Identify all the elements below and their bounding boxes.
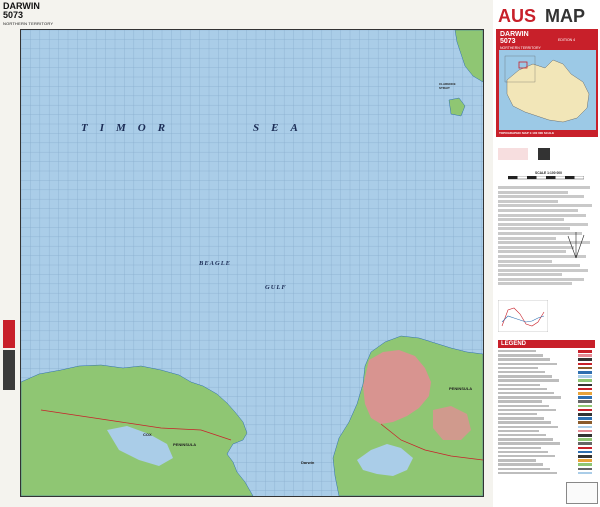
cover-number: 5073 (500, 38, 516, 45)
legend-symbol (578, 413, 592, 416)
legend-symbol (578, 459, 592, 462)
info-line (498, 237, 556, 240)
legend-symbol (578, 447, 592, 450)
legend-text (498, 409, 556, 411)
legend-text (498, 388, 547, 390)
legend-text (498, 426, 558, 428)
northeast-islet (449, 98, 465, 116)
legend-symbol (578, 442, 592, 445)
legend-text (498, 430, 539, 432)
location-map (499, 50, 596, 130)
legend-symbol (578, 388, 592, 391)
legend-text (498, 396, 561, 398)
info-line (498, 282, 572, 285)
legend-text (498, 392, 554, 394)
info-line (498, 214, 586, 217)
legend-text (498, 400, 542, 402)
sheet-title: DARWIN (3, 1, 40, 11)
info-line (498, 204, 592, 207)
location-map-graphic (499, 50, 596, 130)
info-line (498, 264, 580, 267)
legend-symbol (578, 375, 592, 378)
legend-text (498, 350, 536, 352)
melville-island-land (455, 30, 483, 82)
legend-text (498, 442, 560, 444)
legend-text (498, 358, 550, 360)
legend-text (498, 384, 540, 386)
legend-symbol (578, 455, 592, 458)
legend-symbol (578, 358, 592, 361)
legend-symbol (578, 405, 592, 408)
legend-text (498, 434, 546, 436)
legend-text (498, 379, 559, 381)
legend-symbol (578, 430, 592, 433)
cover-edition: EDITION 4 (558, 38, 576, 42)
legend-text (498, 413, 537, 415)
ausmap-vertical-logo (2, 320, 16, 390)
info-line (498, 278, 584, 281)
legend-symbol (578, 409, 592, 412)
timor-label: TIMOR (81, 122, 178, 134)
legend-text (498, 354, 543, 356)
legend-text (498, 375, 552, 377)
legend-text (498, 371, 545, 373)
legend-symbol (578, 350, 592, 353)
legend-title: LEGEND (501, 341, 527, 347)
legend-symbol (578, 354, 592, 357)
legend-symbol (578, 396, 592, 399)
info-line (498, 195, 584, 198)
legend-text (498, 463, 543, 465)
legend-text (498, 455, 555, 457)
legend-symbol (578, 438, 592, 441)
info-line (498, 269, 588, 272)
legend-text (498, 451, 548, 453)
climate-chart (498, 300, 548, 332)
legend-symbol (578, 472, 592, 475)
cover-title: DARWIN (500, 31, 529, 38)
info-line (498, 218, 564, 221)
publisher-logo (498, 147, 558, 161)
cox-label: COX (143, 432, 152, 437)
legend-text (498, 468, 550, 470)
legend-text (498, 367, 538, 369)
info-line (498, 273, 562, 276)
legend-symbol (578, 417, 592, 420)
brand-aus: AUS (498, 6, 537, 26)
info-line (498, 250, 566, 253)
legend-symbol (578, 384, 592, 387)
legend-symbol (578, 363, 592, 366)
info-line (498, 186, 590, 189)
darwin-label: Darwin (301, 460, 315, 465)
cover-footer: TOPOGRAPHIC MAP 1:100 000 SCALE (499, 131, 555, 135)
legend-symbol (578, 392, 592, 395)
legend-text (498, 459, 536, 461)
legend-text (498, 421, 551, 423)
legend-symbol (578, 400, 592, 403)
info-line (498, 200, 558, 203)
legend-symbol (578, 434, 592, 437)
australia-outline (507, 60, 589, 122)
legend-text (498, 438, 553, 440)
sheet-state: NORTHERN TERRITORY (3, 21, 54, 26)
map-canvas (21, 30, 483, 496)
legend-text (498, 363, 557, 365)
legend-text (498, 417, 544, 419)
sea-label: SEA (253, 122, 310, 134)
beagle-label: BEAGLE (199, 260, 232, 267)
legend-symbol (578, 371, 592, 374)
legend-text (498, 447, 541, 449)
clarence-strait-label: CLARENCE STRAIT (439, 82, 456, 90)
legend-symbol (578, 379, 592, 382)
east-peninsula-label: PENINSULA (449, 386, 473, 391)
cox-peninsula-label: PENINSULA (173, 442, 197, 447)
legend-list (498, 350, 595, 478)
legend-text (498, 472, 557, 474)
gulf-label: GULF (265, 284, 287, 291)
info-line (498, 209, 578, 212)
legend-symbol (578, 421, 592, 424)
legend-text (498, 405, 549, 407)
info-line (498, 223, 588, 226)
legend-symbol (578, 468, 592, 471)
legend-symbol (578, 367, 592, 370)
cover-state: NORTHERN TERRITORY (500, 46, 541, 50)
ausmap-logo (493, 4, 600, 26)
scale-label: SCALE 1:100 000 (535, 171, 562, 175)
sheet-number: 5073 (3, 10, 24, 20)
info-line (498, 191, 568, 194)
info-line (498, 260, 552, 263)
legend-symbol (578, 463, 592, 466)
legend-row (498, 472, 595, 476)
legend-symbol (578, 451, 592, 454)
topographic-map[interactable] (20, 29, 484, 497)
legend-symbol (578, 426, 592, 429)
north-diagram (558, 230, 594, 260)
scale-bar (508, 176, 584, 180)
sheet-index-box (566, 482, 598, 504)
brand-map: MAP (545, 6, 585, 26)
